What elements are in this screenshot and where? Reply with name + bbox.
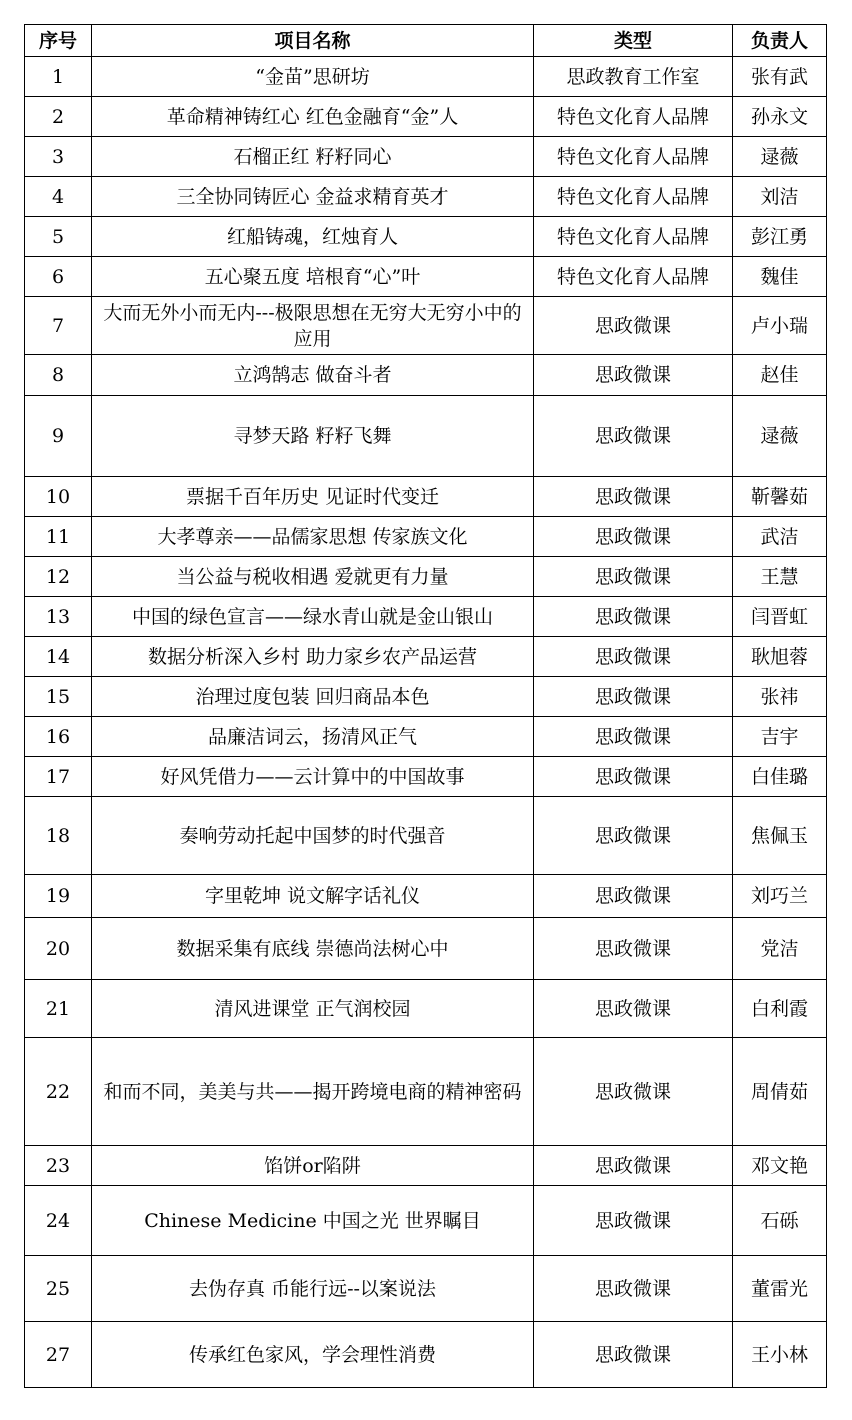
cell-owner: 卢小瑞 [733,297,827,355]
cell-no: 24 [25,1186,92,1256]
cell-owner: 吉宇 [733,717,827,757]
cell-type: 思政微课 [534,757,733,797]
table-row [25,597,827,637]
cell-no: 14 [25,637,92,677]
cell-project-name: 大孝尊亲——品儒家思想 传家族文化 [92,517,534,557]
table-row [25,257,827,297]
cell-owner: 邓文艳 [733,1146,827,1186]
cell-type: 思政微课 [534,797,733,875]
table-row [25,1322,827,1388]
cell-no: 8 [25,355,92,396]
cell-owner: 赵佳 [733,355,827,396]
table-row [25,1186,827,1256]
cell-type: 思政微课 [534,637,733,677]
cell-project-name: Chinese Medicine 中国之光 世界瞩目 [92,1186,534,1256]
cell-type: 特色文化育人品牌 [534,217,733,257]
cell-no: 19 [25,875,92,918]
table-row [25,875,827,918]
cell-owner: 逯薇 [733,137,827,177]
cell-no: 21 [25,980,92,1038]
cell-no: 4 [25,177,92,217]
cell-type: 思政微课 [534,396,733,477]
cell-project-name: 字里乾坤 说文解字话礼仪 [92,875,534,918]
cell-owner: 孙永文 [733,97,827,137]
cell-owner: 魏佳 [733,257,827,297]
table-row [25,517,827,557]
table-row [25,355,827,396]
cell-owner: 王小林 [733,1322,827,1388]
cell-no: 20 [25,918,92,980]
table-body [25,57,827,1388]
cell-no: 2 [25,97,92,137]
cell-no: 25 [25,1256,92,1322]
table-row [25,396,827,477]
cell-project-name: 好风凭借力——云计算中的中国故事 [92,757,534,797]
table-row [25,980,827,1038]
cell-owner: 张有武 [733,57,827,97]
table-row [25,217,827,257]
cell-no: 10 [25,477,92,517]
cell-no: 1 [25,57,92,97]
cell-type: 思政微课 [534,477,733,517]
table-row [25,1146,827,1186]
table-row [25,557,827,597]
cell-owner: 彭江勇 [733,217,827,257]
cell-project-name: 清风进课堂 正气润校园 [92,980,534,1038]
table-row [25,57,827,97]
cell-type: 思政微课 [534,597,733,637]
table-header-row [25,25,827,57]
cell-type: 思政微课 [534,1038,733,1146]
cell-owner: 张祎 [733,677,827,717]
cell-project-name: 五心聚五度 培根育“心”叶 [92,257,534,297]
cell-project-name: 大而无外小而无内---极限思想在无穷大无穷小中的应用 [92,297,534,355]
cell-no: 12 [25,557,92,597]
cell-no: 9 [25,396,92,477]
cell-project-name: 寻梦天路 籽籽飞舞 [92,396,534,477]
cell-project-name: 奏响劳动托起中国梦的时代强音 [92,797,534,875]
table-row [25,137,827,177]
table-row [25,918,827,980]
cell-owner: 刘巧兰 [733,875,827,918]
cell-type: 特色文化育人品牌 [534,137,733,177]
cell-owner: 石砾 [733,1186,827,1256]
cell-no: 11 [25,517,92,557]
header-project-name: 项目名称 [92,25,534,57]
cell-type: 思政微课 [534,557,733,597]
cell-type: 思政微课 [534,980,733,1038]
cell-type: 特色文化育人品牌 [534,97,733,137]
table-row [25,757,827,797]
cell-project-name: 和而不同，美美与共——揭开跨境电商的精神密码 [92,1038,534,1146]
cell-owner: 逯薇 [733,396,827,477]
cell-project-name: 革命精神铸红心 红色金融育“金”人 [92,97,534,137]
cell-owner: 白佳璐 [733,757,827,797]
cell-no: 18 [25,797,92,875]
header-no: 序号 [25,25,92,57]
table-row [25,677,827,717]
cell-owner: 白利霞 [733,980,827,1038]
cell-project-name: 品廉洁词云，扬清风正气 [92,717,534,757]
cell-type: 思政微课 [534,517,733,557]
cell-owner: 刘洁 [733,177,827,217]
cell-no: 27 [25,1322,92,1388]
table-row [25,797,827,875]
cell-owner: 闫晋虹 [733,597,827,637]
cell-project-name: 治理过度包装 回归商品本色 [92,677,534,717]
cell-type: 思政微课 [534,677,733,717]
cell-owner: 周倩茹 [733,1038,827,1146]
cell-project-name: 数据分析深入乡村 助力家乡农产品运营 [92,637,534,677]
cell-project-name: 票据千百年历史 见证时代变迁 [92,477,534,517]
cell-project-name: 当公益与税收相遇 爱就更有力量 [92,557,534,597]
cell-no: 13 [25,597,92,637]
cell-no: 3 [25,137,92,177]
cell-project-name: 去伪存真 币能行远--以案说法 [92,1256,534,1322]
project-table [24,24,827,1388]
table-row [25,717,827,757]
cell-no: 17 [25,757,92,797]
cell-project-name: 立鸿鹄志 做奋斗者 [92,355,534,396]
table-row [25,1256,827,1322]
cell-owner: 王慧 [733,557,827,597]
header-owner: 负责人 [733,25,827,57]
cell-project-name: 数据采集有底线 崇德尚法树心中 [92,918,534,980]
cell-no: 22 [25,1038,92,1146]
cell-project-name: 石榴正红 籽籽同心 [92,137,534,177]
table-row [25,1038,827,1146]
cell-no: 23 [25,1146,92,1186]
cell-owner: 董雷光 [733,1256,827,1322]
cell-no: 7 [25,297,92,355]
cell-project-name: 馅饼or陷阱 [92,1146,534,1186]
cell-type: 思政微课 [534,297,733,355]
cell-no: 15 [25,677,92,717]
cell-type: 思政微课 [534,717,733,757]
cell-project-name: 三全协同铸匠心 金益求精育英才 [92,177,534,217]
cell-type: 思政微课 [534,355,733,396]
table-row [25,297,827,355]
cell-type: 思政微课 [534,1256,733,1322]
cell-owner: 党洁 [733,918,827,980]
cell-type: 思政微课 [534,1322,733,1388]
cell-type: 特色文化育人品牌 [534,177,733,217]
table-row [25,177,827,217]
cell-owner: 靳馨茹 [733,477,827,517]
cell-project-name: 中国的绿色宣言——绿水青山就是金山银山 [92,597,534,637]
header-type: 类型 [534,25,733,57]
table-row [25,637,827,677]
cell-type: 思政微课 [534,918,733,980]
cell-project-name: 传承红色家风，学会理性消费 [92,1322,534,1388]
cell-type: 思政微课 [534,875,733,918]
table-row [25,477,827,517]
cell-project-name: “金苗”思研坊 [92,57,534,97]
cell-type: 思政微课 [534,1146,733,1186]
cell-project-name: 红船铸魂，红烛育人 [92,217,534,257]
cell-no: 5 [25,217,92,257]
cell-owner: 焦佩玉 [733,797,827,875]
cell-owner: 武洁 [733,517,827,557]
cell-no: 16 [25,717,92,757]
cell-no: 6 [25,257,92,297]
table-row [25,97,827,137]
cell-type: 思政教育工作室 [534,57,733,97]
cell-type: 思政微课 [534,1186,733,1256]
cell-type: 特色文化育人品牌 [534,257,733,297]
cell-owner: 耿旭蓉 [733,637,827,677]
